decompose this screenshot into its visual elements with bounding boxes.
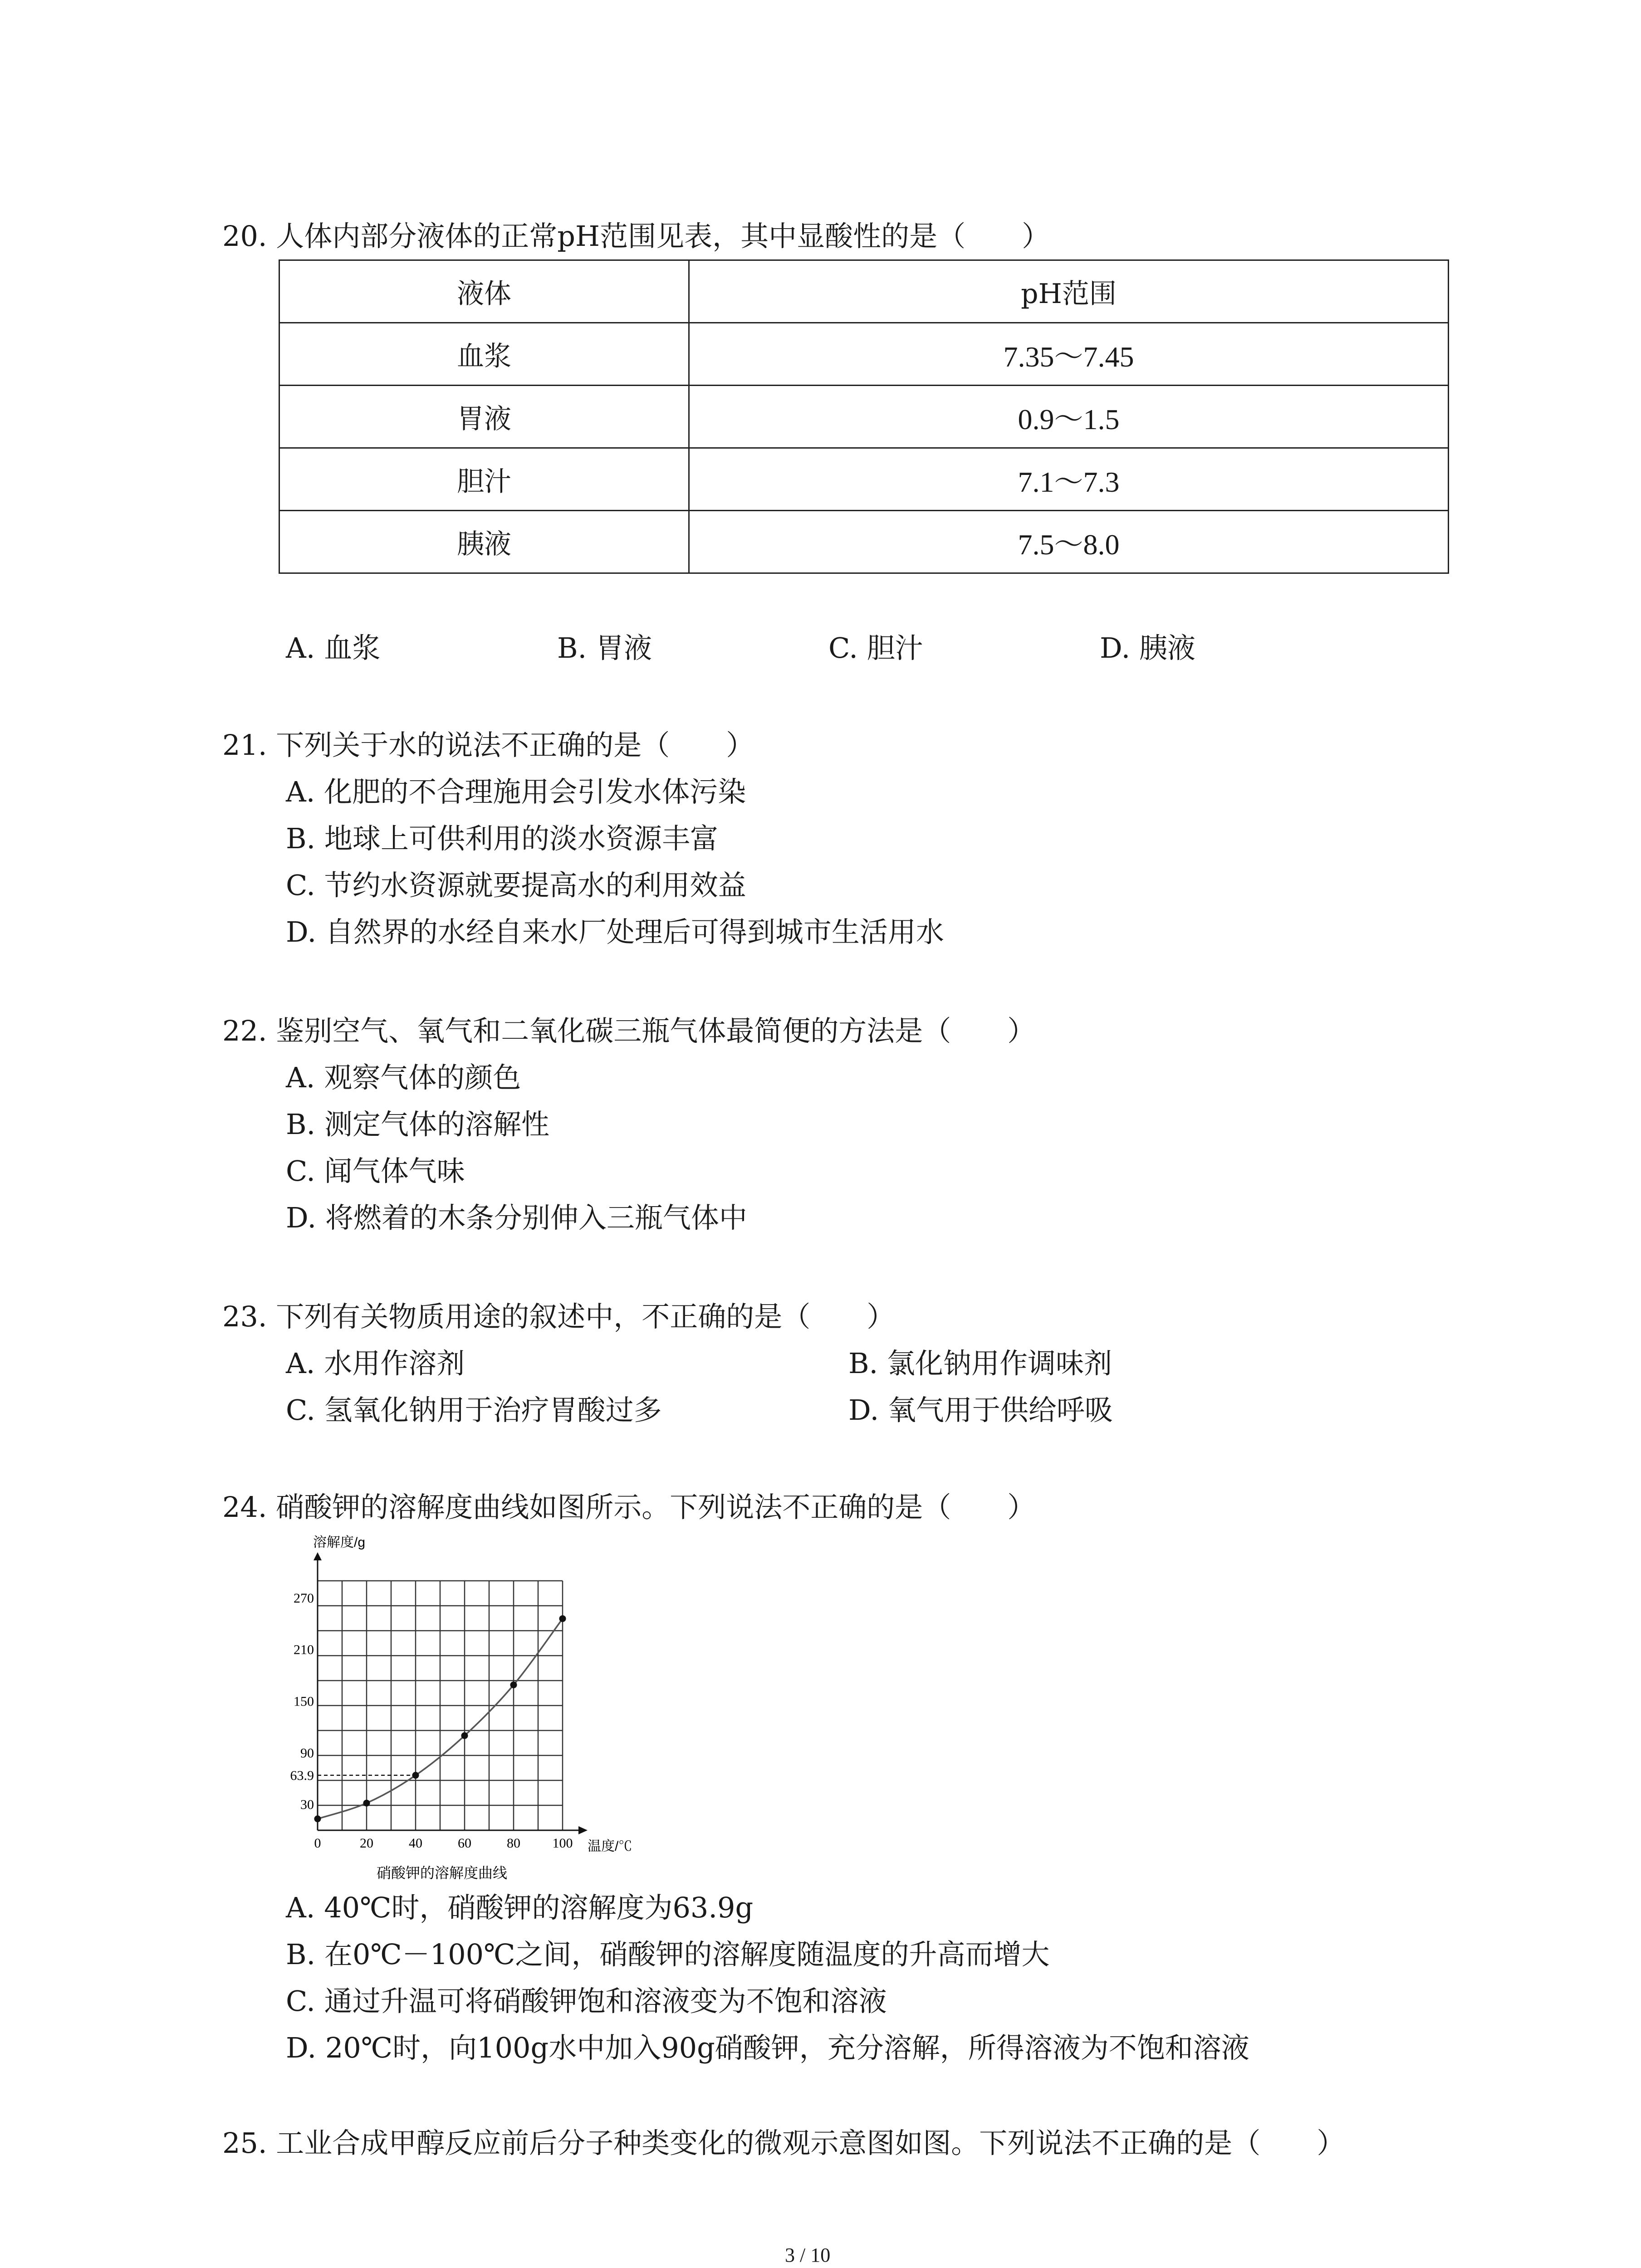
table-cell: 7.35～7.45 [689, 323, 1449, 386]
y-tick-label: 63.9 [290, 1768, 314, 1783]
data-point [412, 1772, 419, 1779]
q23-option-b: B. 氯化钠用作调味剂 [848, 1347, 1112, 1380]
chart-xlabel: 温度/℃ [588, 1839, 632, 1854]
q22-option-a: A. 观察气体的颜色 [286, 1061, 521, 1094]
q22-option-b: B. 测定气体的溶解性 [286, 1108, 549, 1141]
chart-grid [318, 1581, 563, 1830]
solubility-chart [290, 1533, 662, 1892]
table-header-cell: pH范围 [689, 260, 1449, 323]
q24-option-b: B. 在0℃－100℃之间，硝酸钾的溶解度随温度的升高而增大 [286, 1938, 1050, 1971]
q23-option-a: A. 水用作溶剂 [286, 1347, 465, 1380]
x-tick-label: 100 [552, 1836, 573, 1851]
x-tick-label: 0 [314, 1836, 321, 1851]
ph-table [279, 259, 1449, 574]
q23-option-c: C. 氢氧化钠用于治疗胃酸过多 [286, 1393, 662, 1427]
x-tick-label: 40 [409, 1836, 422, 1851]
q20-stem: 20. 人体内部分液体的正常pH范围见表，其中显酸性的是（ ） [222, 220, 1050, 253]
data-point [559, 1615, 566, 1622]
q20-option-d: D. 胰液 [1100, 631, 1195, 665]
q21-option-d: D. 自然界的水经自来水厂处理后可得到城市生活用水 [286, 915, 944, 948]
chart-axes [314, 1552, 588, 1834]
q23-stem: 23. 下列有关物质用途的叙述中，不正确的是（ ） [222, 1300, 895, 1333]
x-axis-arrow [578, 1826, 588, 1834]
table-cell: 血浆 [279, 323, 689, 386]
chart-ticks [290, 1591, 573, 1851]
data-point [510, 1681, 517, 1688]
table-header-row [279, 260, 1449, 323]
table-header-cell: 液体 [279, 260, 689, 323]
q24-option-a: A. 40℃时，硝酸钾的溶解度为63.9g [286, 1891, 754, 1924]
data-point [461, 1732, 468, 1739]
table-row [279, 448, 1449, 511]
table-cell: 0.9～1.5 [689, 386, 1449, 448]
y-tick-label: 90 [300, 1745, 314, 1761]
data-point [314, 1815, 321, 1822]
y-axis-arrow [314, 1552, 322, 1560]
y-tick-label: 30 [300, 1797, 314, 1813]
x-tick-label: 20 [360, 1836, 373, 1851]
table-cell: 7.5～8.0 [689, 511, 1449, 573]
q24-option-c: C. 通过升温可将硝酸钾饱和溶液变为不饱和溶液 [286, 1984, 887, 2018]
q22-stem: 22. 鉴别空气、氧气和二氧化碳三瓶气体最简便的方法是（ ） [222, 1014, 1036, 1047]
data-point [363, 1800, 370, 1807]
y-tick-label: 270 [294, 1590, 314, 1606]
q21-option-c: C. 节约水资源就要提高水的利用效益 [286, 869, 746, 902]
q20-option-a: A. 血浆 [286, 631, 381, 665]
page-number: 3 / 10 [785, 2244, 831, 2266]
q20-option-b: B. 胃液 [557, 631, 652, 665]
table-row [279, 323, 1449, 386]
q24-stem: 24. 硝酸钾的溶解度曲线如图所示。下列说法不正确的是（ ） [222, 1491, 1036, 1524]
x-tick-label: 60 [458, 1836, 471, 1851]
table-row [279, 386, 1449, 448]
q25-stem: 25. 工业合成甲醇反应前后分子种类变化的微观示意图如图。下列说法不正确的是（ ） [222, 2126, 1345, 2160]
chart-ylabel: 溶解度/g [313, 1535, 366, 1550]
y-tick-label: 210 [294, 1642, 314, 1657]
q21-option-b: B. 地球上可供利用的淡水资源丰富 [286, 822, 718, 855]
table-cell: 胆汁 [279, 448, 689, 511]
table-cell: 7.1～7.3 [689, 448, 1449, 511]
q20-option-c: C. 胆汁 [828, 631, 923, 665]
q24-option-d: D. 20℃时，向100g水中加入90g硝酸钾，充分溶解，所得溶液为不饱和溶液 [286, 2031, 1249, 2064]
q22-option-c: C. 闻气体气味 [286, 1154, 465, 1188]
q21-stem: 21. 下列关于水的说法不正确的是（ ） [222, 728, 754, 762]
y-tick-label: 150 [294, 1694, 314, 1709]
chart-title: 硝酸钾的溶解度曲线 [377, 1865, 508, 1881]
q21-option-a: A. 化肥的不合理施用会引发水体污染 [286, 775, 746, 808]
q23-option-d: D. 氧气用于供给呼吸 [848, 1393, 1113, 1427]
table-cell: 胰液 [279, 511, 689, 573]
table-row [279, 511, 1449, 573]
table-cell: 胃液 [279, 386, 689, 448]
x-tick-label: 80 [507, 1836, 520, 1851]
q22-option-d: D. 将燃着的木条分别伸入三瓶气体中 [286, 1201, 747, 1234]
